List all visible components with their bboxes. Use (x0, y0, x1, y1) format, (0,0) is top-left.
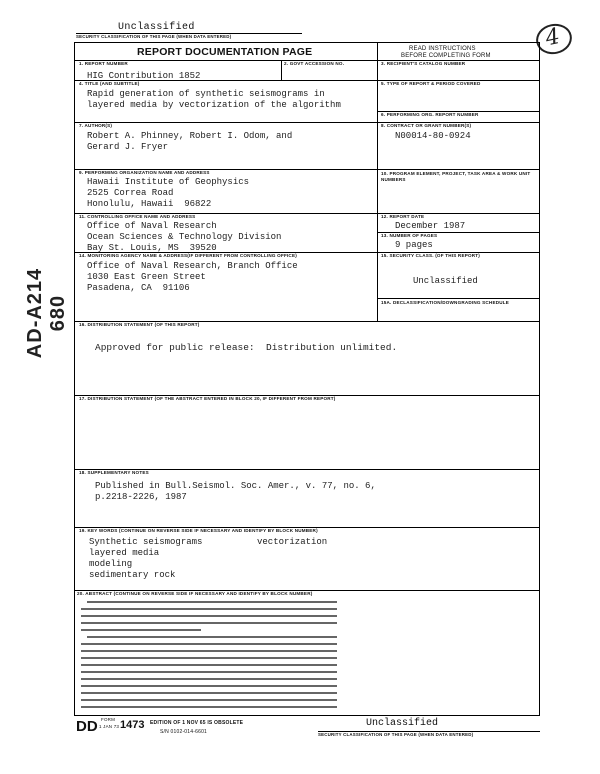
label-key-words: 19. KEY WORDS (CONTINUE ON REVERSE SIDE IF NECESSARY AND IDENTIFY BY BLOCK NUMBER) (79, 528, 318, 533)
monitoring-agency-line-1: Office of Naval Research, Branch Office (87, 261, 298, 271)
performing-org-line-2: 2525 Correa Road (87, 188, 174, 198)
label-distribution-statement: 16. DISTRIBUTION STATEMENT (OF THIS REPORT) (79, 322, 200, 327)
label-report-date: 12. REPORT DATE (381, 214, 425, 219)
footer-classification: Unclassified (366, 718, 439, 729)
label-security-class: 15. SECURITY CLASS. (OF THIS REPORT) (381, 253, 481, 258)
top-classification: Unclassified (118, 22, 195, 33)
label-type-of-report: 5. TYPE OF REPORT & PERIOD COVERED (381, 81, 481, 86)
label-supplementary-notes: 18. SUPPLEMENTARY NOTES (79, 470, 149, 475)
number-of-pages: 9 pages (395, 240, 433, 250)
label-govt-accession: 2. GOVT ACCESSION NO. (284, 61, 345, 66)
form-title: REPORT DOCUMENTATION PAGE (137, 46, 313, 58)
controlling-office-line-3: Bay St. Louis, MS 39520 (87, 243, 217, 253)
footer-dd: DD (76, 718, 98, 735)
label-contract: 8. CONTRACT OR GRANT NUMBER(S) (381, 123, 472, 128)
label-performing-org: 9. PERFORMING ORGANIZATION NAME AND ADDRESS (79, 170, 210, 175)
footer-form-label: FORM (101, 717, 116, 722)
label-program-element: 10. PROGRAM ELEMENT, PROJECT, TASK AREA & WORK UNIT NUMBERS (381, 171, 531, 182)
keyword-5: vectorization (257, 537, 328, 547)
label-authors: 7. AUTHOR(S) (79, 123, 113, 128)
label-title: 4. TITLE (AND SUBTITLE) (79, 81, 140, 86)
label-number-of-pages: 13. NUMBER OF PAGES (381, 233, 438, 238)
label-controlling-office: 11. CONTROLLING OFFICE NAME AND ADDRESS (79, 214, 196, 219)
title-line-1: Rapid generation of synthetic seismograms in (87, 89, 325, 99)
label-performing-org-report: 6. PERFORMING ORG. REPORT NUMBER (381, 112, 479, 117)
distribution-statement: Approved for public release: Distribution unlimited. (95, 342, 398, 353)
label-monitoring-agency: 14. MONITORING AGENCY NAME & ADDRESS(IF DIFFERENT FROM CONTROLLING OFFICE) (79, 253, 297, 258)
keyword-3: modeling (89, 559, 133, 569)
controlling-office-line-1: Office of Naval Research (87, 221, 217, 231)
footer-sn: S/N 0102-014-6601 (160, 729, 208, 735)
supplementary-line-2: p.2218-2226, 1987 (95, 492, 187, 502)
security-class: Unclassified (413, 276, 478, 286)
abstract-body (81, 599, 339, 711)
contract-number: N00014-80-0924 (395, 131, 471, 141)
monitoring-agency-line-2: 1030 East Green Street (87, 272, 206, 282)
circled-number: 4 (543, 24, 563, 52)
label-recipient-catalog: 3. RECIPIENT'S CATALOG NUMBER (381, 61, 466, 66)
keyword-1: Synthetic seismograms (89, 537, 203, 547)
label-report-number: 1. REPORT NUMBER (79, 61, 128, 66)
label-declassification: 15A. DECLASSIFICATION/DOWNGRADING SCHEDULE (381, 300, 510, 305)
footer-date-label: 1 JAN 73 (99, 724, 120, 729)
performing-org-line-3: Honolulu, Hawaii 96822 (87, 199, 212, 209)
keyword-4: sedimentary rock (89, 570, 176, 580)
instructions-line-1: READ INSTRUCTIONS (409, 46, 476, 52)
authors-line-1: Robert A. Phinney, Robert I. Odom, and (87, 131, 293, 141)
performing-org-line-1: Hawaii Institute of Geophysics (87, 177, 250, 187)
label-abstract: 20. ABSTRACT (CONTINUE ON REVERSE SIDE IF NECESSARY AND IDENTIFY BY BLOCK NUMBER) (77, 591, 313, 596)
footer-security-line: SECURITY CLASSIFICATION OF THIS PAGE (WHEN DATA ENTERED) (318, 732, 474, 737)
keyword-2: layered media (89, 548, 160, 558)
supplementary-line-1: Published in Bull.Seismol. Soc. Amer., v. 77, no. 6, (95, 481, 376, 491)
authors-line-2: Gerard J. Fryer (87, 142, 169, 152)
side-document-code: AD-A214 680 (24, 267, 69, 359)
monitoring-agency-line-3: Pasadena, CA 91106 (87, 283, 190, 293)
top-security-line: SECURITY CLASSIFICATION OF THIS PAGE (WHEN DATA ENTERED) (76, 34, 232, 39)
controlling-office-line-2: Ocean Sciences & Technology Division (87, 232, 282, 242)
label-distribution-abstract: 17. DISTRIBUTION STATEMENT (OF THE ABSTRACT ENTERED IN BLOCK 20, IF DIFFERENT FROM REPORT) (79, 396, 336, 401)
footer-form-number: 1473 (120, 719, 145, 731)
report-date: December 1987 (395, 221, 466, 231)
instructions-line-2: BEFORE COMPLETING FORM (401, 53, 491, 59)
report-form (74, 42, 540, 716)
report-number: HIG Contribution 1852 (87, 71, 201, 81)
title-line-2: layered media by vectorization of the algorithm (87, 100, 341, 110)
footer-edition: EDITION OF 1 NOV 65 IS OBSOLETE (150, 720, 244, 726)
